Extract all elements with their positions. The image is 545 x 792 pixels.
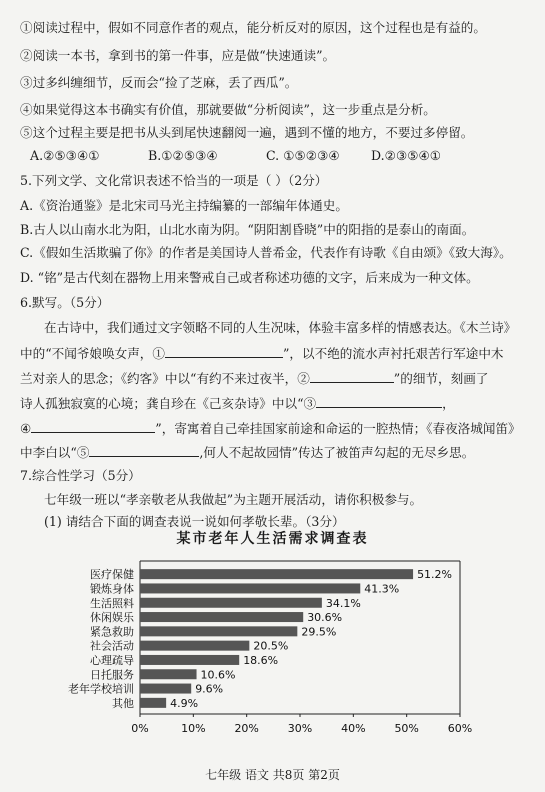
x-tick-label: 20%: [234, 722, 259, 735]
q6-para-2-start: 中的“不闻爷娘唤女声，①: [20, 346, 165, 361]
passage-line-1: ①阅读过程中，假如不同意作者的观点，能分析反对的原因，这个过程也是有益的。: [20, 20, 486, 35]
blank-2[interactable]: [310, 370, 394, 383]
q7-title: 7.综合性学习（5分）: [20, 468, 141, 483]
blank-1[interactable]: [165, 345, 283, 358]
q6-title: 6.默写。（5分）: [20, 295, 110, 310]
passage-line-5: ⑤这个过程主要是把书从头到尾快速翻阅一遍，遇到不懂的地方，不要过多停留。: [20, 125, 474, 140]
q6-para-6-end: ,何人不起故园情”传达了被笛声勾起的无尽乡思。: [199, 445, 475, 460]
option-a: A.②⑤③④①: [30, 148, 100, 163]
bar: [140, 583, 360, 593]
q6-para-5-start: ④: [20, 421, 32, 436]
bar: [140, 569, 413, 579]
option-b: B.①②⑤③④: [148, 148, 218, 163]
q6-para-4-start: 诗人孤独寂寞的心境；龚自珍在《己亥杂诗》中以“③: [20, 396, 317, 411]
option-c: C. ①⑤②③④: [266, 148, 340, 163]
value-label: 41.3%: [364, 582, 400, 596]
passage-line-2: ②阅读一本书，拿到书的第一件事，应是做“快速通读”。: [20, 48, 336, 63]
category-label: 其他: [112, 696, 134, 710]
category-label: 生活照料: [90, 596, 134, 610]
sequence-options: [30, 148, 441, 163]
value-label: 18.6%: [243, 653, 279, 667]
q7-intro: 七年级一班以“孝亲敬老从我做起”为主题开展活动，请你积极参与。: [44, 492, 423, 507]
q5-option-b: B.古人以山南水北为阳，山北水南为阴。“阴阳割昏晓”中的阳指的是泰山的南面。: [20, 222, 475, 237]
bar: [140, 698, 166, 708]
bar: [140, 655, 239, 665]
q6-para-2-end: ”，以不绝的流水声衬托艰苦行军途中木: [282, 346, 504, 361]
category-label: 医疗保健: [90, 568, 134, 582]
q6-para-1: 在古诗中，我们通过文字领略不同的人生况味，体验丰富多样的情感表达。《木兰诗》: [44, 320, 517, 335]
x-tick-label: 10%: [181, 722, 206, 735]
category-label: 日托服务: [90, 668, 134, 682]
bar: [140, 641, 249, 651]
q6-para-4: [20, 395, 455, 412]
x-tick-label: 50%: [394, 722, 419, 735]
category-label: 休闲娱乐: [90, 611, 134, 625]
bar: [140, 626, 297, 636]
category-label: 老年学校培训: [68, 682, 134, 696]
value-label: 4.9%: [170, 696, 199, 710]
q6-para-4-end: ，: [442, 396, 455, 411]
q5-option-a: A.《资治通鉴》是北宋司马光主持编纂的一部编年体通史。: [20, 198, 348, 213]
page-footer: 七年级 语文 共8页 第2页: [205, 768, 340, 782]
q5-stem: 5.下列文学、文化常识表述不恰当的一项是（ ）（2分）: [20, 173, 328, 188]
passage-line-3: ③过多纠缠细节，反而会“捡了芝麻，丢了西瓜”。: [20, 75, 298, 90]
passage-line-4: ④如果觉得这本书确实有价值，那就要做“分析阅读”，这一步重点是分析。: [20, 102, 436, 117]
bar: [140, 684, 191, 694]
x-tick-label: 0%: [131, 722, 149, 735]
bar: [140, 669, 197, 679]
value-label: 10.6%: [200, 668, 236, 682]
value-label: 51.2%: [417, 568, 453, 582]
q6-para-6-start: 中李白以“⑤: [20, 445, 90, 460]
x-tick-label: 40%: [341, 722, 366, 735]
bar: [140, 612, 303, 622]
blank-5[interactable]: [89, 444, 199, 457]
value-label: 9.6%: [195, 682, 224, 696]
q5-option-c: C.《假如生活欺骗了你》的作者是美国诗人普希金，代表作有诗歌《自由颂》《致大海》。: [20, 245, 512, 260]
q6-para-3: [20, 370, 488, 387]
q5-option-d: D. “铭”是古代刻在器物上用来警戒自己或者称述功德的文字，后来成为一种文体。: [20, 270, 479, 285]
q6-para-3-end: ”的细节，刻画了: [393, 371, 489, 386]
q6-para-6: [20, 444, 474, 461]
category-label: 心理疏导: [90, 653, 134, 667]
category-label: 锻炼身体: [90, 582, 134, 596]
chart-title: 某市老年人生活需求调查表: [176, 531, 369, 547]
option-d: D.②③⑤④①: [371, 148, 442, 163]
q6-para-2: [20, 345, 504, 362]
bar-chart: [0, 545, 545, 737]
value-label: 34.1%: [325, 596, 361, 610]
x-tick-label: 30%: [287, 722, 313, 735]
blank-3[interactable]: [316, 395, 442, 408]
bar: [140, 598, 322, 608]
q6-para-5: [20, 420, 521, 437]
value-label: 29.5%: [301, 625, 337, 639]
category-label: 社会活动: [90, 639, 134, 653]
blank-4[interactable]: [31, 420, 155, 433]
q6-para-5-end: ”，寄寓着自己牵挂国家前途和命运的一腔热情；《春夜洛城闻笛》: [155, 421, 521, 436]
x-tick-label: 60%: [447, 722, 473, 735]
value-label: 30.6%: [307, 611, 343, 625]
q6-para-3-start: 兰对亲人的思念；《约客》中以“有约不来过夜半，②: [20, 371, 310, 386]
category-label: 紧急救助: [90, 625, 134, 639]
value-label: 20.5%: [253, 639, 289, 653]
q7-sub1: (1) 请结合下面的调查表说一说如何孝敬长辈。（3分）: [44, 514, 345, 529]
